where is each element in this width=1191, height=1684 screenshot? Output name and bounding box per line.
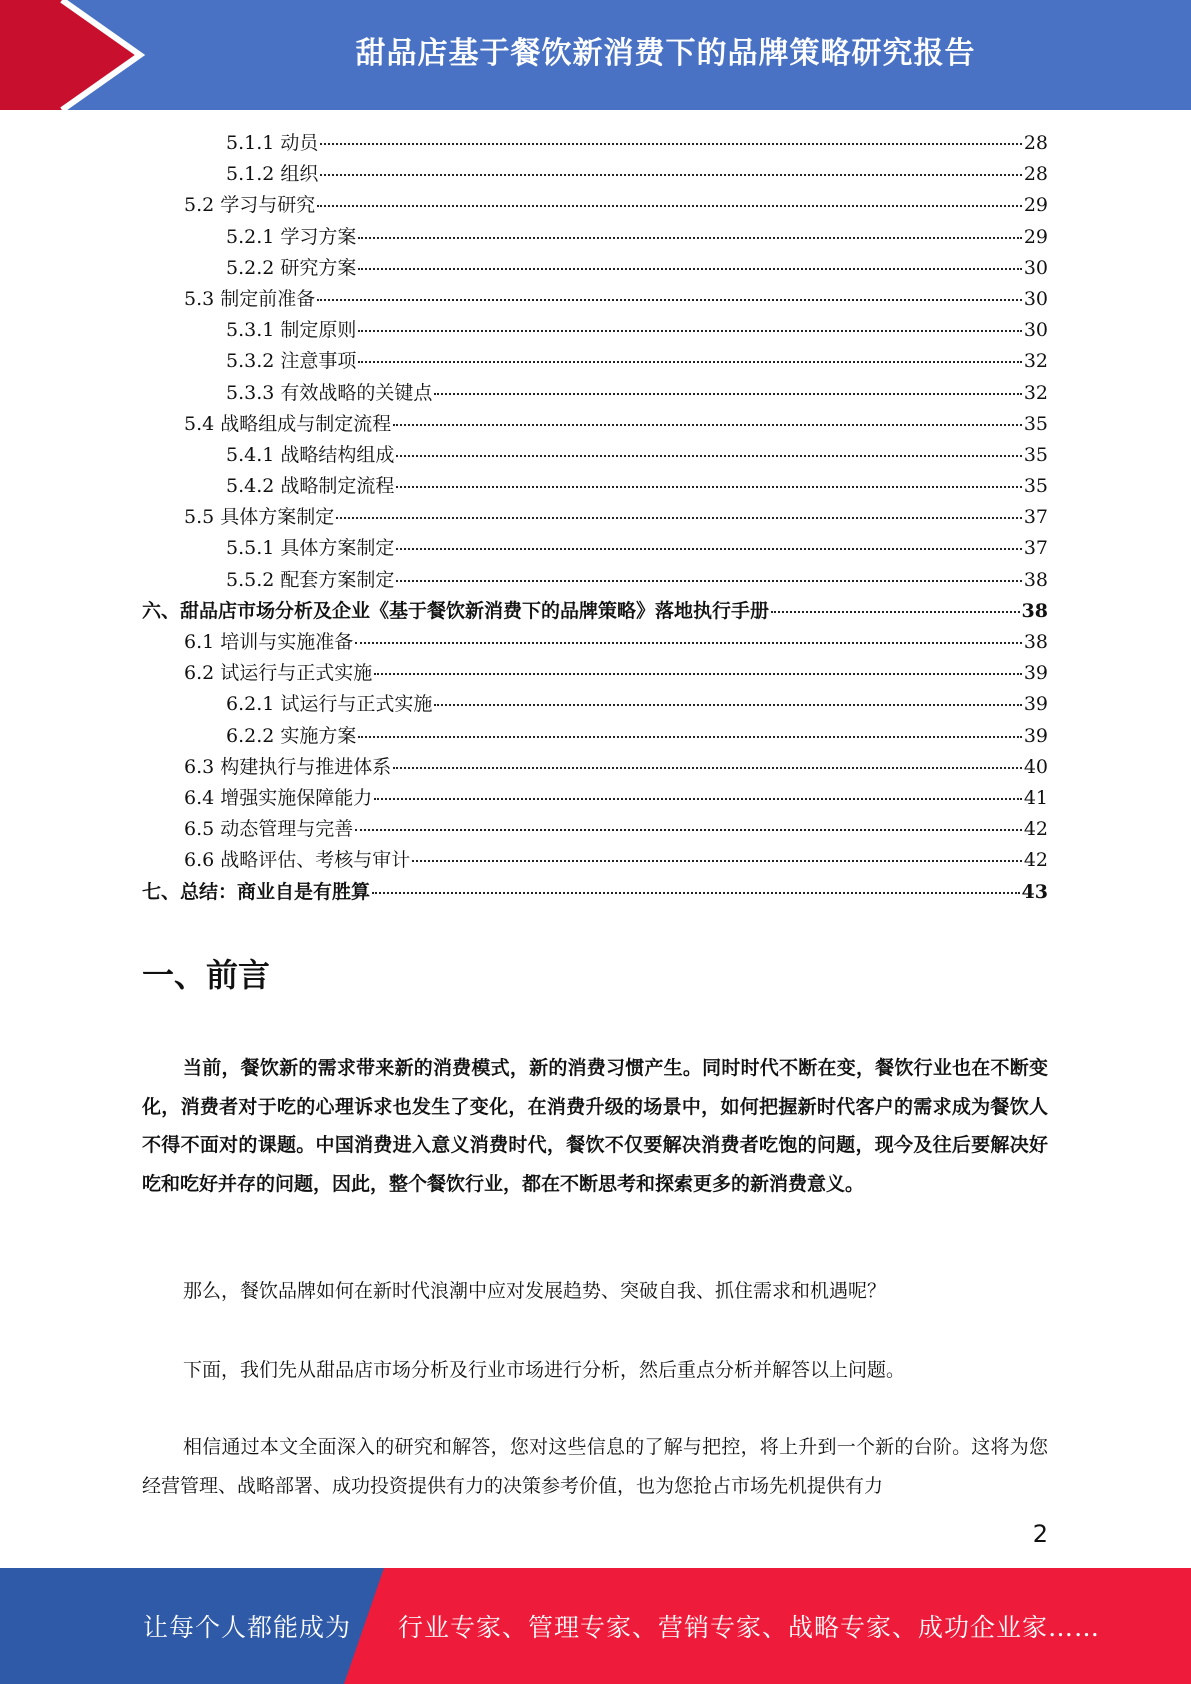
toc-dot-leader [320,174,1021,176]
toc-entry-page: 29 [1023,194,1048,217]
toc-entry-title: 5.3.2 注意事项 [226,350,357,373]
toc-entry-title: 6.1 培训与实施准备 [184,631,354,653]
toc-entry-title: 5.5.2 配套方案制定 [226,568,395,591]
toc-dot-leader [374,673,1022,675]
toc-entry-title: 5.3 制定前准备 [184,287,316,310]
toc-entry-page: 28 [1023,132,1048,154]
toc-entry-title: 5.1.2 组织 [226,163,319,186]
toc-entry-page: 35 [1023,412,1048,435]
toc-dot-leader [396,455,1021,457]
toc-entry-page: 29 [1023,225,1048,248]
toc-entry[interactable] [142,721,1048,752]
toc-entry-title: 6.2 试运行与正式实施 [184,662,373,685]
toc-entry-title: 6.2.2 实施方案 [226,724,357,747]
toc-entry-page: 39 [1023,693,1048,716]
toc-entry-page: 35 [1023,475,1048,498]
toc-entry-title: 5.2 学习与研究 [184,194,316,217]
toc-entry-page: 42 [1023,849,1048,872]
toc-dot-leader [358,330,1021,332]
toc-dot-leader [372,892,1020,894]
toc-dot-leader [317,205,1022,207]
toc-entry[interactable] [142,877,1048,908]
toc-entry-title: 六、甜品店市场分析及企业《基于餐饮新消费下的品牌策略》落地执行手册 [142,599,770,622]
toc-entry[interactable] [142,783,1048,814]
toc-dot-leader [396,486,1021,488]
toc-entry-title: 七、总结：商业自是有胜算 [142,880,371,903]
toc-entry[interactable] [142,222,1048,253]
toc-entry-title: 6.4 增强实施保障能力 [184,786,373,809]
toc-dot-leader [412,860,1022,862]
approach-paragraph: 下面，我们先从甜品店市场分析及行业市场进行分析，然后重点分析并解答以上问题。 [183,1359,906,1381]
toc-entry-page: 30 [1023,287,1048,310]
question-paragraph: 那么，餐饮品牌如何在新时代浪潮中应对发展趋势、突破自我、抓住需求和机遇呢？ [183,1280,887,1302]
toc-entry-title: 6.3 构建执行与推进体系 [184,755,392,778]
toc-entry[interactable] [142,533,1048,564]
toc-entry-page: 43 [1021,880,1048,903]
toc-entry-page: 32 [1023,350,1048,373]
toc-dot-leader [320,143,1021,145]
toc-entry-title: 6.6 战略评估、考核与审计 [184,849,411,872]
toc-entry-page: 39 [1023,662,1048,685]
value-paragraph: 相信通过本文全面深入的研究和解答，您对这些信息的了解与把控，将上升到一个新的台阶。这将为您经营管理、战略部署、成功投资提供有力的决策参考价值，也为您抢占市场先机提供有力 [142,1436,1048,1497]
toc-dot-leader [771,611,1020,613]
report-title: 甜品店基于餐饮新消费下的品牌策略研究报告 [355,36,976,71]
toc-entry-page: 37 [1023,537,1048,560]
toc-entry-page: 38 [1023,568,1048,591]
toc-entry-page: 42 [1023,818,1048,841]
toc-entry-title: 5.3.1 制定原则 [226,319,357,342]
toc-dot-leader [358,361,1021,363]
page-header [0,0,1191,110]
toc-dot-leader [355,642,1022,644]
toc-entry[interactable] [142,409,1048,440]
page-number: 2 [1032,1520,1048,1548]
toc-entry-title: 5.1.1 动员 [226,132,319,154]
toc-entry[interactable] [142,253,1048,284]
toc-dot-leader [317,299,1022,301]
toc-entry[interactable] [142,190,1048,221]
toc-entry-title: 5.4.1 战略结构组成 [226,443,395,466]
toc-entry[interactable] [142,159,1048,190]
footer-slogan-left: 让每个人都能成为 [143,1613,352,1642]
toc-dot-leader [358,268,1021,270]
toc-entry[interactable] [142,627,1048,658]
toc-entry[interactable] [142,752,1048,783]
toc-entry[interactable] [142,315,1048,346]
toc-entry[interactable] [142,440,1048,471]
toc-entry-title: 5.2.1 学习方案 [226,225,357,248]
table-of-contents [142,128,1048,908]
toc-entry[interactable] [142,845,1048,876]
toc-entry-page: 40 [1023,755,1048,778]
toc-entry-page: 39 [1023,724,1048,747]
toc-entry-title: 5.2.2 研究方案 [226,256,357,279]
toc-entry[interactable] [142,346,1048,377]
toc-entry-page: 32 [1023,381,1048,404]
toc-entry-title: 5.3.3 有效战略的关键点 [226,381,433,404]
toc-entry[interactable] [142,814,1048,845]
intro-paragraph: 当前，餐饮新的需求带来新的消费模式，新的消费习惯产生。同时时代不断在变，餐饮行业也在不断变化，消费者对于吃的心理诉求也发生了变化，在消费升级的场景中，如何把握新时代客户的需求成为餐饮人不得不面对的课题。中国消费进入意义消费时代，餐饮不仅要解决消费者吃饱的问题，现今及往后要解决好吃和吃好并存的问题，因此，整个餐饮行业，都在不断思考和探索更多的新消费意义。 [142,1057,1048,1195]
toc-entry-page: 37 [1023,506,1048,529]
toc-entry[interactable] [142,128,1048,159]
toc-dot-leader [393,424,1022,426]
toc-dot-leader [336,517,1022,519]
toc-dot-leader [358,237,1021,239]
toc-entry-page: 38 [1021,599,1048,622]
toc-entry[interactable] [142,658,1048,689]
toc-entry-page: 28 [1023,163,1048,186]
toc-entry[interactable] [142,596,1048,627]
toc-dot-leader [396,548,1021,550]
toc-entry[interactable] [142,471,1048,502]
toc-dot-leader [434,393,1021,395]
toc-entry[interactable] [142,689,1048,720]
toc-entry-title: 5.5.1 具体方案制定 [226,537,395,560]
toc-dot-leader [358,736,1021,738]
toc-entry[interactable] [142,502,1048,533]
toc-entry-title: 5.4 战略组成与制定流程 [184,412,392,435]
toc-entry-page: 30 [1023,256,1048,279]
toc-dot-leader [355,829,1022,831]
toc-entry-title: 6.2.1 试运行与正式实施 [226,693,433,716]
toc-entry[interactable] [142,378,1048,409]
toc-entry-page: 41 [1023,786,1048,809]
toc-entry-title: 5.4.2 战略制定流程 [226,475,395,498]
toc-entry-page: 30 [1023,319,1048,342]
toc-entry[interactable] [142,284,1048,315]
toc-dot-leader [396,580,1021,582]
footer-slogan-right: 行业专家、管理专家、营销专家、战略专家、成功企业家…… [398,1613,1101,1642]
toc-entry-title: 6.5 动态管理与完善 [184,818,354,841]
header-chevron-decoration [0,0,160,110]
section-heading: 一、前言 [142,956,271,994]
toc-dot-leader [434,704,1021,706]
toc-dot-leader [393,767,1022,769]
toc-dot-leader [374,798,1022,800]
toc-entry-page: 38 [1023,631,1048,653]
toc-entry[interactable] [142,565,1048,596]
toc-entry-page: 35 [1023,443,1048,466]
toc-entry-title: 5.5 具体方案制定 [184,506,335,529]
page-footer [0,1568,1191,1684]
